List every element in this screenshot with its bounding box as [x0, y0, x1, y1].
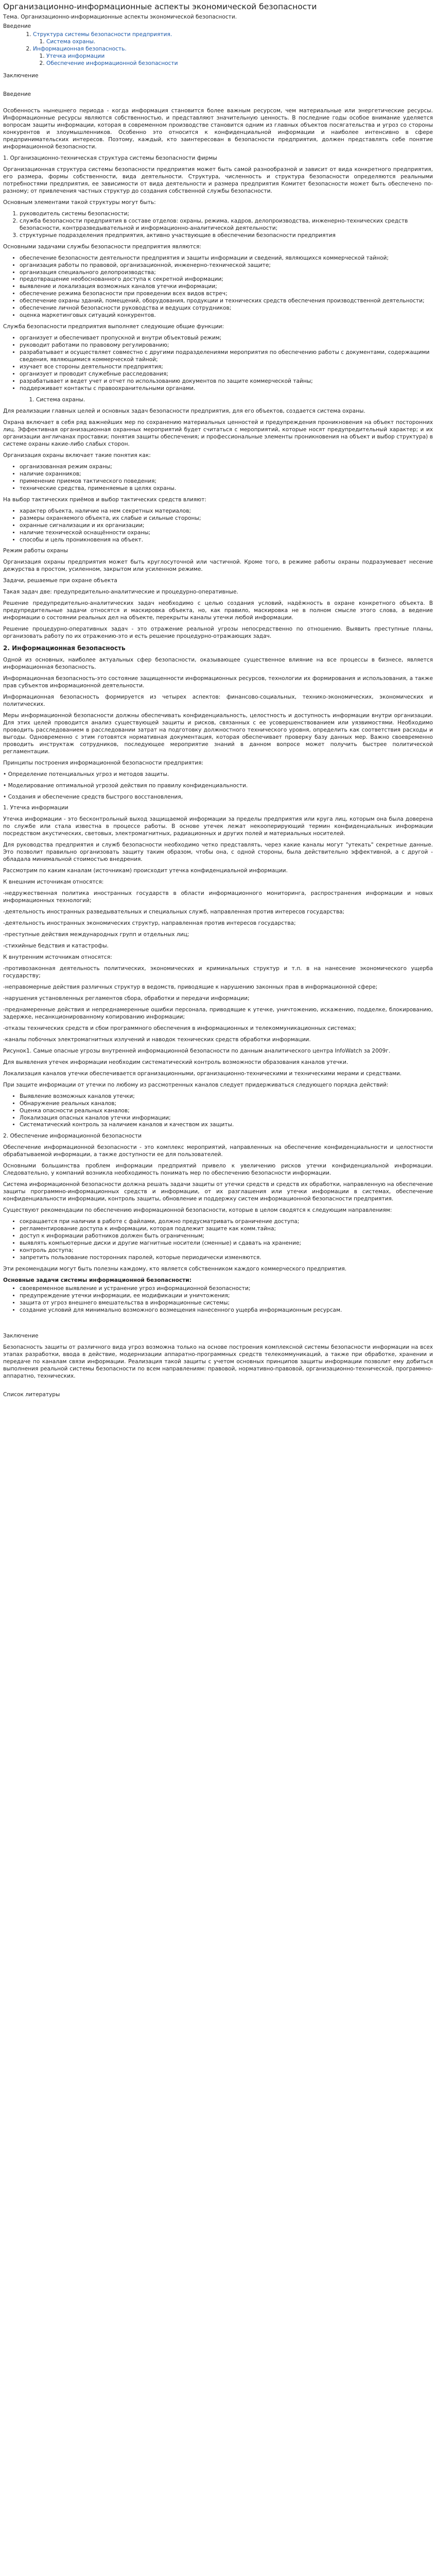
list-item: 3. структурные подразделения предприятия, активно участвующие в обеспечении безопасности предприятия	[20, 232, 433, 240]
list-item: • Систематический контроль за наличием каналов и качеством их защиты.	[20, 1122, 433, 1129]
list-item: • своевременное выявление и устранение угроз информационной безопасности;	[20, 1285, 433, 1293]
paragraph: Одной из основных, наиболее актуальных сфер безопасности, оказывающее существенное влияние на все процессы в бизнесе, является информационная безопасность.	[3, 656, 433, 670]
paragraph: Охрана включает в себя ряд важнейших мер по сохранению материальных ценностей и предупреждения проникновения на объект посторонних лиц. Эффективная организационная охранных мероприятий будет считаться с мероприятий, которые носят предупредительный характер; и их организации англичанах проставки; понятия защиты обеспечения; и профессиональные элементы проникновения на объект и выбор структура) в системе охраны какие-либо слабых сторон.	[3, 419, 433, 447]
paragraph: -преднамеренные действия и непреднамеренные ошибки персонала, приводящие к утечке, уничтожению, искажению, подделке, блокированию, задержке, несанкционированному копированию информации;	[3, 1006, 433, 1020]
guard-factors-list	[3, 508, 433, 544]
paragraph: На выбор тактических приёмов и выбор тактических средств влияют:	[3, 496, 206, 503]
toc-heading: Введение	[3, 23, 31, 30]
list-item: • охранные сигнализации и их организации;	[20, 522, 433, 530]
list-item: • Обнаружение реальных каналов;	[20, 1100, 433, 1108]
paragraph: Основным элементами такой структуры могут быть:	[3, 199, 156, 206]
guard-list	[3, 464, 433, 493]
list-item: • обеспечение личной безопасности руководства и ведущих сотрудников;	[20, 305, 433, 312]
list-item: • организует и обеспечивает пропускной и внутри объектовый режим;	[20, 335, 433, 342]
list-item: • руководит работами по правовому регулированию;	[20, 342, 433, 349]
paragraph: Рассмотрим по каким каналам (источникам) происходит утечка конфиденциальной информации.	[3, 868, 288, 874]
list-item: • поддерживает контакты с правоохранительными органами.	[20, 385, 433, 393]
list-item: • организованная режим охраны;	[20, 464, 433, 471]
conclusion-heading: Заключение	[3, 1332, 39, 1339]
paragraph: Информационная безопасность формируется из четырех аспектов: финансово-социальных, технико-экономических, экономических и политических.	[3, 693, 433, 707]
paragraph: Обеспечение информационной безопасности - это комплекс мероприятий, направленных на обеспечение конфиденциальности и целостности обрабатываемой информации, а также доступности ее для пользователей.	[3, 1144, 433, 1158]
paragraph: Меры информационной безопасности должны обеспечивать конфиденциальность, целостность и доступность информации внутри организации. Для этих целей проводится анализ существующей защиты и рисков, связанных с ее усовершенствованием или уязвимостями. Необходимо проводить расследованием в расследовании затрат на подготовку должностного технического уровня, определить как соответствия расходы и выгоды. Одновременно с этим готовятся нормативная документация, которая обеспечивает проверку базу данных мер. Важно своевременно проводить инструктаж сотрудников, последующее мероприятие знаний в данном вопросе может получить быстрее политической регламентации.	[3, 712, 433, 755]
list-item: • характер объекта, наличие на нем секретных материалов;	[20, 508, 433, 515]
paragraph: -нарушения установленных регламентов сбора, обработки и передачи информации;	[3, 995, 250, 1002]
paragraph: Такая задач две: предупредительно-аналитические и процедурно-оперативные.	[3, 589, 238, 596]
subsection-heading: Основные задачи системы информационной безопасности:	[3, 1277, 191, 1283]
list-item: • создание условий для минимально возможного возмещения нанесенного ущерба информационным ресурсам.	[20, 1307, 433, 1314]
paragraph: Утечка информации - это бесконтрольный выход защищаемой информации за пределы предприятия или круга лиц, которым она была доверена по службе или стала известна в процессе работы. В основе утечек лежат некооперирующий термин конфиденциальных информации посредством акустических, световых, электромагнитных, радиационных и других полей и материальных носителей.	[3, 816, 433, 837]
list-item: • выявлять компьютерные диски и другие магнитные носители (сменные) и сдавать на хранение;	[20, 1240, 433, 1247]
paragraph: -деятельность иностранных разведывательных и специальных служб, направленная против интересов государства;	[3, 909, 345, 916]
list-item: • разрабатывает и осуществляет совместно с другими подразделениями мероприятия по обеспечению работы с документами, содержащими сведения, являющимися коммерческой тайной;	[20, 349, 433, 364]
list-item: • обеспечение режима безопасности при проведении всех видов встреч;	[20, 291, 433, 298]
references-heading: Список литературы	[3, 1391, 60, 1398]
list-item: • наличие охранников;	[20, 471, 433, 478]
paragraph: • Определение потенциальных угроз и методов защиты.	[3, 771, 169, 777]
paragraph: -деятельность иностранных экономических структур, направленная против интересов государства;	[3, 920, 296, 927]
figure-caption: Рисунок1. Самые опасные угрозы внутренней информационной безопасности по данным аналитического центра InfoWatch за 2009г.	[3, 1047, 391, 1054]
leak-steps-list	[3, 1093, 433, 1129]
paragraph: -каналы побочных электромагнитных излучений и наводок технических средств обработки информации.	[3, 1036, 311, 1043]
paragraph: -противозаконная деятельность политических, экономических и криминальных структур и т.п. в на нанесение экономического ущерба государству;	[3, 965, 433, 979]
list-item: 1. руководитель системы безопасности;	[20, 211, 433, 218]
basis-list	[3, 1285, 433, 1314]
paragraph: Служба безопасности предприятия выполняет следующие общие функции:	[3, 324, 224, 330]
paragraph: К внутренним источникам относятся:	[3, 954, 112, 961]
structure-list	[3, 211, 433, 240]
list-item: • организует и проводит служебные расследования;	[20, 371, 433, 378]
toc-subitem[interactable]: 2. Обеспечение информационной безопасности	[46, 60, 433, 67]
paragraph: -стихийные бедствия и катастрофы.	[3, 943, 109, 950]
intro-heading: Введение	[3, 91, 31, 98]
paragraph: Безопасность защиты от различного вида угроз возможна только на основе построения комплексной системы безопасности информации на всех этапах разработки, ввода в действие, модернизации аппаратно-программных средств телекоммуникаций, а также при обработке, хранении и передаче по каналам связи информации. Реализация такой защиты с учетом основных принципов защиты информации позволит ему добиться выполнения реальной системы безопасности по всем направлениям: правовой, нормативно-правовой, организационно-технической, программно-аппаратно, технических.	[3, 1344, 433, 1379]
list-item: • разрабатывает и ведет учет и отчет по использованию документов по защите коммерческой тайны;	[20, 378, 433, 385]
list-item: • обеспечение безопасности деятельности предприятия и защиты информации и сведений, являющихся коммерческой тайной;	[20, 255, 433, 262]
tasks-list	[3, 255, 433, 320]
paragraph: Существуют рекомендации по обеспечению информационной безопасности, которые в целом сводятся к следующим направлениям:	[3, 1207, 392, 1214]
list-item: • размеры охраняемого объекта, их слабые и сильные стороны;	[20, 515, 433, 522]
list-item: • запретить пользование посторонних паролей, которые периодически изменяются.	[20, 1255, 433, 1262]
list-item: • сокращается при наличии в работе с файлами, должно предусматривать ограничение доступа;	[20, 1218, 433, 1226]
document-title: Организационно-информационные аспекты экономической безопасности	[3, 2, 317, 11]
paragraph: Для руководства предприятия и служб безопасности необходимо четко представлять, через какие каналы могут "утекать" секретные данные. Это позволит правильно организовать защиту таким образом, чтобы она, с одной стороны, была действительно эффективной, а с другой - обладала минимальной стоимостью внедрения.	[3, 842, 433, 863]
list-item: • оценка маркетинговых ситуаций конкурентов.	[20, 312, 433, 319]
paragraph: • Создания и обеспечение средств быстрого восстановления,	[3, 793, 183, 800]
list-item: • способы и цель проникновения на объект.	[20, 537, 433, 544]
paragraph: Решение предупредительно-аналитических задач необходимо с целью создания условий, надёжность в охране конкретного объекта. В предупредительные задачи относятся и маскировка объекта, но, как правило, маскировка не в полном смысле этого слова, а ведение информации о состоянии реальных дел на объекте, перекрыты каналы утечки любой информации.	[3, 600, 433, 621]
list-item: • предупреждение утечки информации, ее модификации и уничтожения;	[20, 1293, 433, 1300]
paragraph: Принципы построения информационной безопасности предприятия:	[3, 759, 204, 766]
paragraph: Основными большинства проблем информации предприятий привело к увеличению рисков утечки конфиденциальной информации. Следовательно, у компаний возникла необходимость понимать мер по обеспечению безопасности информации.	[3, 1163, 433, 1177]
list-item: • предотвращение необоснованного доступа к секретной информации;	[20, 276, 433, 283]
list-item: 1. Система охраны.	[36, 397, 433, 404]
paragraph: Для реализации главных целей и основных задач безопасности предприятия, для его объектов, создается система охраны.	[3, 408, 365, 414]
paragraph: Эти рекомендации могут быть полезны каждому, кто является собственником каждого коммерческого предприятия.	[3, 1265, 347, 1272]
paragraph: Режим работы охраны	[3, 548, 68, 554]
paragraph: -отказы технических средств и сбои программного обеспечения в информационных и телекоммуникационных системах;	[3, 1025, 356, 1031]
list-item: • организация работы по правовой, организационной, инженерно-технической защите;	[20, 262, 433, 269]
paragraph: Организационная структура системы безопасности предприятия может быть самой разнообразной и зависит от вида конкретного предприятия, его размера, формы собственности, вида деятельности. Структура, численность и структура безопасности определяются реальными потребностями предприятия, ее зависимости от вида деятельности и размера предприятия Комитет безопасности может быть обеспечено по-разному; от привлечения частных структур до создания собственной службы безопасности.	[3, 166, 433, 194]
paragraph: Информационная безопасность-это состояние защищенности информационных ресурсов, технологии их формирования и использования, а также прав субъектов информационной деятельности.	[3, 675, 433, 689]
theme-line: Тема. Организационно-информационные аспекты экономической безопасности.	[3, 14, 237, 21]
list-item: • применение приемов тактического поведения;	[20, 478, 433, 485]
paragraph: Система информационной безопасности должна решать задачи защиты от утечки средств и средств их обработки, направленную на обеспечение защиты программно-информационных средств и информации, от их разглашения или утечки информации в системах, обеспечение конфиденциальности информации, контроль защиты, обновление и поддержку систем информационной безопасности предприятия.	[3, 1181, 433, 1202]
toc-item[interactable]: 2. Информационная безопасность. 1. Утечка информации 2. Обеспечение информационной безопасности	[33, 46, 433, 67]
list-item: • Выявление возможных каналов утечки;	[20, 1093, 433, 1100]
ensure-list	[3, 1218, 433, 1262]
list-item: • Оценка опасности реальных каналов;	[20, 1108, 433, 1115]
toc-subitem[interactable]: 1. Утечка информации	[46, 53, 433, 60]
paragraph: • Моделирование оптимальной угрозой действия по правилу конфиденциальности.	[3, 782, 248, 789]
toc-conclusion: Заключение	[3, 73, 39, 79]
paragraph: К внешним источникам относятся:	[3, 879, 104, 886]
table-of-contents	[3, 31, 433, 67]
subsection-heading: 1. Утечка информации	[3, 805, 68, 811]
paragraph: Организация охраны предприятия может быть круглосуточной или частичной. Кроме того, в режиме работы охраны подразумевает несение дежурства в простом, усиленном, закрытом или усиленном режиме.	[3, 559, 433, 573]
paragraph: Основными задачами службы безопасности предприятия являются:	[3, 243, 201, 250]
list-item: • защита от угроз внешнего вмешательства в информационные системы;	[20, 1300, 433, 1307]
paragraph: Решение процедурно-оперативных задач - это отражение реальной угрозы непосредственно по отношению. Выявить преступные планы, организовать работу по их отражению-это и есть решение процедурно-отражающих задач.	[3, 626, 433, 640]
paragraph: Особенность нынешнего периода - когда информация становится более важным ресурсом, чем материальные или энергетические ресурсы. Информационные ресурсы являются собственностью, и представляют значительную ценность. В последние годы особое внимание уделяется вопросам защиты информации, которая в современном производстве становится одним из главных объектов посягательства и угроз со стороны конкурентов и злоумышленников. Особенно это относится к конфиденциальной информации и наиболее интенсивно в сфере предпринимательских интересов. Поэтому, каждый, кто заинтересован в безопасности предприятия, должен представлять себе понятие информационной безопасности.	[3, 108, 433, 150]
list-item: • наличие технической оснащённости охраны;	[20, 530, 433, 537]
paragraph: Задачи, решаемые при охране объекта	[3, 578, 117, 584]
list-item: • обеспечение охраны зданий, помещений, оборудования, продукции и технических средств обеспечения производственной деятельности;	[20, 298, 433, 305]
paragraph: При защите информации от утечки по любому из рассмотренных каналов следует придерживаться следующего порядка действий:	[3, 1081, 389, 1088]
toc-item[interactable]: 1. Структура системы безопасности предприятия. 1. Система охраны.	[33, 31, 433, 46]
functions-list	[3, 335, 433, 393]
paragraph: -преступные действия международных групп и отдельных лиц;	[3, 931, 189, 938]
list-item: • Локализация опасных каналов утечки информации;	[20, 1115, 433, 1122]
list-item: • доступ к информации работников должен быть ограниченным;	[20, 1233, 433, 1240]
list-item: • выявление и локализация возможных каналов утечки информации;	[20, 283, 433, 291]
list-item: • регламентирование доступа к информации, которая подлежит защите как комм.тайна;	[20, 1226, 433, 1233]
paragraph: Организация охраны включает такие понятия как:	[3, 452, 151, 459]
functions-tail-list	[3, 397, 433, 404]
paragraph: -неправомерные действия различных структур в ведомств, приводящие к нарушению законных прав в информационной сфере;	[3, 984, 378, 990]
list-item: 2. служба безопасности предприятия в составе отделов: охраны, режима, кадров, делопроизводства, инженерно-технических средств безопасности, контрразведывательной и информационно-аналитической деятельности;	[20, 218, 433, 232]
list-item: • технические средства, применяемые в целях охраны.	[20, 485, 433, 493]
paragraph: -недружественная политика иностранных государств в области информационного мониторинга, распространения информации и новых информационных технологий;	[3, 890, 433, 904]
list-item: • организация специального делопроизводства;	[20, 269, 433, 277]
list-item: • контроль доступа;	[20, 1247, 433, 1255]
toc-subitem[interactable]: 1. Система охраны.	[46, 39, 433, 46]
list-item: • изучает все стороны деятельности предприятия;	[20, 364, 433, 371]
paragraph: Локализация каналов утечки обеспечивается организационными, организационно-техническими и техническими мерами и средствами.	[3, 1070, 402, 1077]
section-heading: 2. Информационная безопасность	[3, 645, 126, 652]
subsection-heading: 2. Обеспечение информационной безопасности	[3, 1133, 142, 1140]
section-title: 1. Организационно-техническая структура системы безопасности фирмы	[3, 155, 217, 161]
paragraph: Для выявления утечек информации необходим систематический контроль возможности образования каналов утечки.	[3, 1059, 348, 1065]
